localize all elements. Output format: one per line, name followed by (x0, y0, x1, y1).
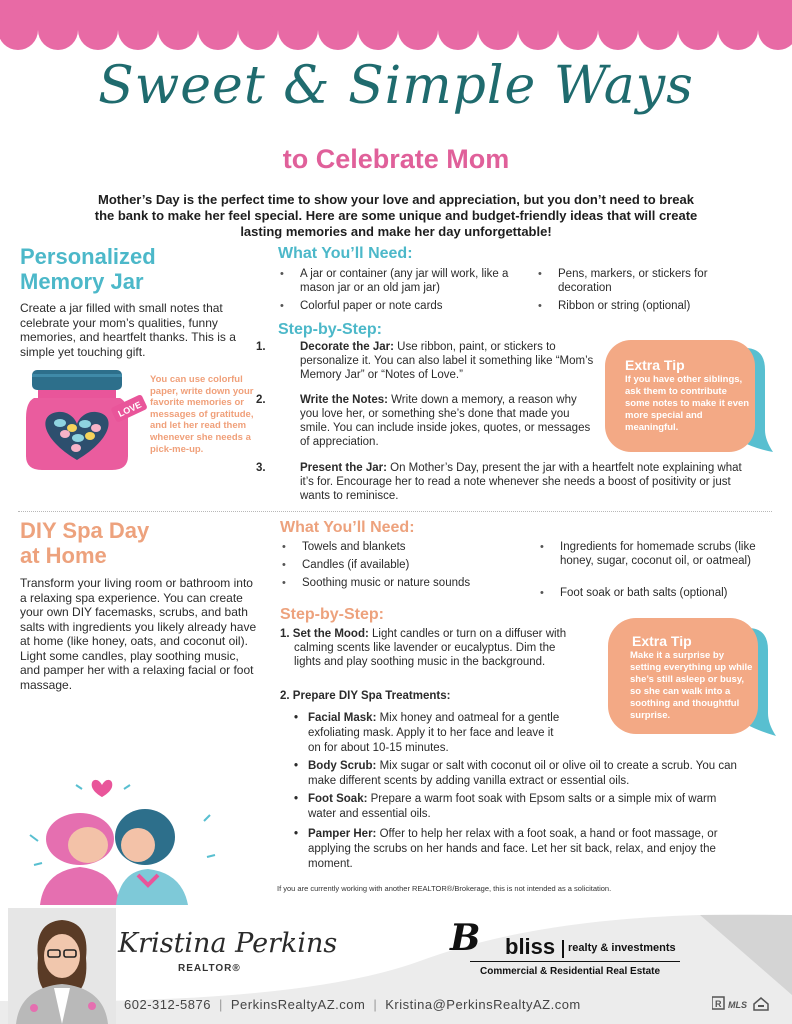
step-bold: Prepare DIY Spa Treatments: (292, 690, 451, 702)
treatment-bold: Body Scrub: (308, 760, 377, 772)
section1-tip-title: Extra Tip (625, 357, 685, 373)
section2-need-item: • Foot soak or bath salts (optional) (538, 586, 763, 600)
treatment-text: Prepare a warm foot soak with Epsom salts or a simple mix of warm water and essential oils. (308, 793, 717, 820)
section2-needs-heading: What You’ll Need: (280, 519, 415, 536)
section2-tip-bubble (608, 618, 778, 743)
title-subtitle: to Celebrate Mom (282, 144, 510, 174)
contact-separator: | (373, 997, 378, 1012)
section1-step-1 (256, 340, 598, 382)
section2-step-1 (280, 627, 580, 669)
treatment-text: Mix honey and oatmeal for a gentle exfoliating mask. Apply it to her face and leave it on for about 10-15 minutes. (308, 712, 560, 754)
brand-tagline: Commercial & Residential Real Estate (480, 966, 661, 977)
section1-steps-heading: Step-by-Step: (278, 321, 382, 338)
email-link[interactable]: Kristina@PerkinsRealtyAZ.com (385, 997, 581, 1012)
section2-title-line1: DIY Spa Day (20, 518, 150, 543)
section-divider (18, 511, 772, 512)
jar-label-text: LOVE (116, 399, 143, 419)
mls-text: MLS (728, 1000, 747, 1010)
contact-line (124, 997, 581, 1012)
section1-need-item: • Ribbon or string (optional) (536, 299, 736, 313)
section2-tip-text: Make it a surprise by setting everything up while she’s still asleep or busy, so she can walk into a soothing and thoughtful surprise. (630, 650, 753, 721)
agent-name: Kristina Perkins (118, 928, 338, 959)
treatment-text: Offer to help her relax with a foot soak, a hand or foot massage, or applying the scrubs on her hands and face. Let her sit back, relax, and enjoy the moment. (308, 828, 718, 870)
mother-daughter-illustration (20, 775, 225, 905)
step-number: 1. (256, 341, 266, 353)
treatment-bold: Facial Mask: (308, 712, 377, 724)
contact-separator: | (218, 997, 223, 1012)
section1-need-item: • Colorful paper or note cards (278, 299, 518, 313)
memory-jar-illustration (20, 368, 150, 473)
treatment-item (294, 827, 734, 872)
section1-need-item: • A jar or container (any jar will work, like a mason jar or an old jam jar) (278, 267, 518, 295)
website-link[interactable]: PerkinsRealtyAZ.com (230, 997, 366, 1012)
disclaimer: If you are currently working with another REALTOR®/Brokerage, this is not intended as a solicitation. (277, 884, 612, 893)
step-text: On Mother’s Day, present the jar with a heartfelt note explaining what it’s for. Encourage her to read a note whenever she needs a boost of positivity or just wants to reminisce. (300, 462, 742, 502)
jar-note: You can use colorful paper, write down your favorite memories or messages of gratitude, and let her read them whenever she needs a pick-me-up. (150, 374, 254, 455)
treatment-text: Mix sugar or salt with coconut oil or olive oil to create a scrub. You can make different scents by adding vanilla extract or essential oils. (308, 760, 737, 787)
section1-title-line2: Memory Jar (20, 269, 144, 294)
section1-step-2 (256, 393, 598, 449)
brand-subtitle: realty & investments (568, 942, 676, 954)
section2-need-item: • Soothing music or nature sounds (280, 576, 520, 590)
section1-title-line1: Personalized (20, 244, 156, 269)
treatment-item (294, 759, 749, 789)
phone-number[interactable]: 602-312-5876 (124, 997, 211, 1012)
section1-title (20, 244, 156, 294)
step-number: 2. (256, 394, 266, 406)
section2-need-item: • Candles (if available) (280, 558, 520, 572)
step-bold: Present the Jar: (300, 462, 387, 474)
section1-tip-bubble (605, 340, 775, 460)
step-text: Write down a memory, a reason why you love her, or something she’s done that made you smile. You can include inside jokes, quotes, or messages of appreciation. (300, 394, 591, 448)
brand-separator (562, 940, 564, 958)
brand-rule (470, 961, 680, 962)
svg-text:R: R (715, 999, 722, 1009)
step-number: 1. (280, 628, 290, 640)
step-bold: Decorate the Jar: (300, 341, 394, 353)
step-number: 2. (280, 690, 290, 702)
section2-step-2 (280, 689, 580, 703)
agent-photo (8, 908, 116, 1024)
section1-step-3 (256, 461, 758, 503)
step-bold: Write the Notes: (300, 394, 388, 406)
section1-needs-heading: What You’ll Need: (278, 245, 413, 262)
step-number: 3. (256, 462, 266, 474)
section2-need-item: • Towels and blankets (280, 540, 520, 554)
section2-need-item: • Ingredients for homemade scrubs (like honey, sugar, coconut oil, or oatmeal) (538, 540, 763, 568)
treatment-item (294, 711, 569, 756)
scalloped-header-band (0, 0, 792, 54)
section1-need-item: • Pens, markers, or stickers for decoration (536, 267, 736, 295)
step-text: Use ribbon, paint, or stickers to personalize it. You can also label it something like “Mom’s Memory Jar” or “Notes of Love.” (300, 341, 594, 381)
section2-steps-heading: Step-by-Step: (280, 606, 384, 623)
intro-paragraph: Mother’s Day is the perfect time to show your love and appreciation, but you don’t need to break the bank to make her feel special. Here are some unique and budget-friendly ideas that will create lasting memories and make her day unforgettable! (94, 192, 698, 239)
title-script: Sweet & Simple Ways (98, 56, 694, 116)
treatment-bold: Foot Soak: (308, 793, 368, 805)
treatment-item (294, 792, 734, 822)
treatment-bold: Pamper Her: (308, 828, 377, 840)
bliss-logo-mark: B (450, 917, 481, 959)
section2-description: Transform your living room or bathroom into a relaxing spa experience. You can create your own DIY facemasks, scrubs, and bath salts with ingredients you likely already have at home (like honey, oats, and coconut oil). Light some candles, play soothing music, and pamper her with a relaxing facial or foot massage. (20, 576, 257, 692)
section1-tip-text: If you have other siblings, ask them to contribute some notes to make it even more special and meaningful. (625, 374, 750, 433)
section2-title (20, 518, 149, 568)
brand-name: bliss (505, 934, 556, 959)
section2-title-line2: at Home (20, 543, 107, 568)
step-text: Light candles or turn on a diffuser with calming scents like lavender or eucalyptus. Dim the lights and play soothing music in the background. (294, 628, 567, 668)
section2-tip-title: Extra Tip (632, 633, 692, 649)
realtor-mls-icons (712, 996, 772, 1012)
section1-description: Create a jar filled with small notes that celebrate your mom’s qualities, funny memories, and heartfelt thanks. This is a simple yet touching gift. (20, 301, 236, 359)
step-bold: Set the Mood: (292, 628, 369, 640)
agent-title: REALTOR® (178, 963, 241, 974)
